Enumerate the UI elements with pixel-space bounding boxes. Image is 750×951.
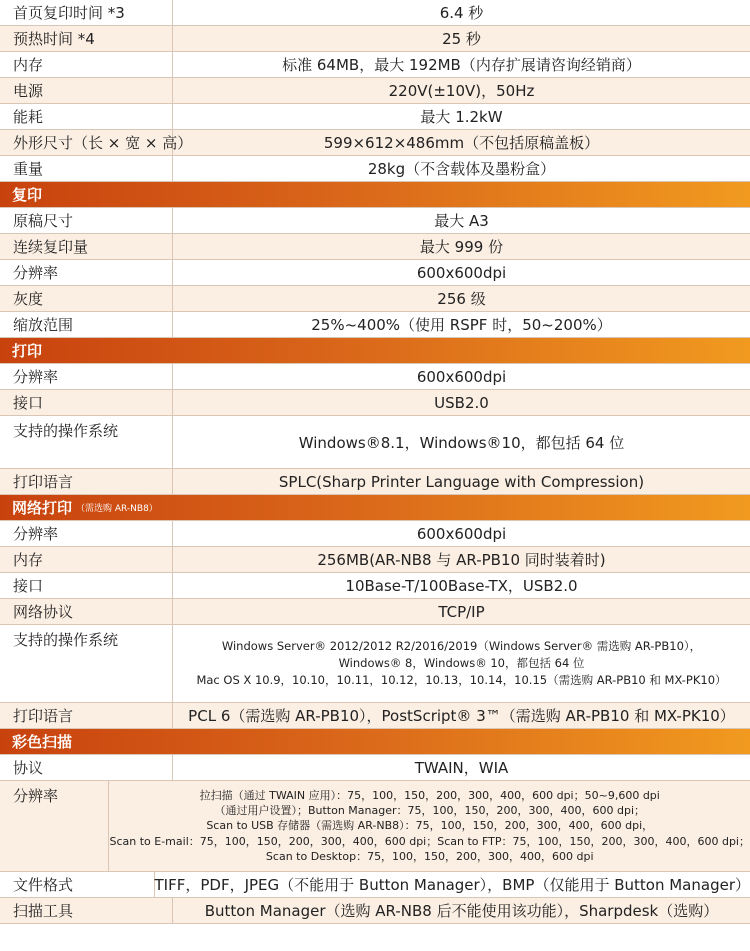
- spec-row: [0, 104, 750, 130]
- spec-row: [0, 703, 750, 729]
- spec-value-line: Button Manager（选购 AR-NB8 后不能使用该功能），Sharpdesk（选购）: [204, 902, 719, 920]
- spec-value-line: TIFF，PDF，JPEG（不能用于 Button Manager），BMP（仅能用于 Button Manager）: [154, 876, 750, 894]
- spec-value: [173, 469, 750, 494]
- spec-row: [0, 625, 750, 703]
- spec-row: [0, 755, 750, 781]
- spec-value: [173, 156, 750, 181]
- spec-label: 内存: [0, 52, 173, 77]
- spec-row: [0, 130, 750, 156]
- spec-value-line: （通过用户设置）；Button Manager：75，100，150，200，300，400，600 dpi；: [214, 804, 646, 818]
- spec-value: [109, 781, 750, 871]
- spec-label: 接口: [0, 390, 173, 415]
- spec-value-line: 600x600dpi: [416, 367, 507, 386]
- spec-row: [0, 872, 750, 898]
- section-note: （需选购 AR-NB8）: [76, 504, 158, 514]
- spec-label: 外形尺寸（长 × 宽 × 高）: [0, 130, 173, 155]
- spec-value-line: PCL 6（需选购 AR-PB10），PostScript® 3™（需选购 AR-PB10 和 MX-PK10）: [188, 707, 735, 725]
- spec-label: 协议: [0, 755, 173, 780]
- spec-label: 缩放范围: [0, 312, 173, 337]
- spec-label: 打印语言: [0, 469, 173, 494]
- spec-label: 能耗: [0, 104, 173, 129]
- spec-value-line: 拉扫描（通过 TWAIN 应用）：75，100，150，200，300，400，600 dpi；50~9,600 dpi: [199, 788, 660, 802]
- spec-row: [0, 78, 750, 104]
- spec-label: 连续复印量: [0, 234, 173, 259]
- spec-value-line: Mac OS X 10.9，10.10，10.11，10.12，10.13，10.14，10.15（需选购 AR-PB10 和 MX-PK10）: [196, 673, 727, 687]
- spec-value-line: 220V(±10V)，50Hz: [388, 82, 535, 100]
- spec-value-line: 256MB(AR-NB8 与 AR-PB10 同时装着时): [317, 551, 606, 569]
- spec-value-line: 600x600dpi: [416, 524, 507, 543]
- spec-row: [0, 599, 750, 625]
- spec-value: [173, 78, 750, 103]
- spec-value-line: USB2.0: [434, 393, 489, 412]
- spec-label: 内存: [0, 547, 173, 572]
- spec-value: [173, 755, 750, 780]
- spec-value-line: 600x600dpi: [416, 263, 507, 282]
- spec-value-line: 标准 64MB，最大 192MB（内存扩展请咨询经销商）: [282, 56, 641, 74]
- spec-value: [173, 312, 750, 337]
- spec-value: [173, 547, 750, 572]
- spec-label: 打印语言: [0, 703, 173, 728]
- spec-label: 预热时间 *4: [0, 26, 173, 51]
- spec-row: [0, 521, 750, 547]
- spec-value: [155, 872, 750, 897]
- spec-value: [173, 286, 750, 311]
- spec-value: [173, 364, 750, 389]
- section-header: [0, 495, 750, 521]
- spec-value-line: SPLC(Sharp Printer Language with Compression): [278, 472, 645, 491]
- spec-value-line: Windows®8.1，Windows®10，都包括 64 位: [298, 433, 625, 452]
- spec-value-line: 599×612×486mm（不包括原稿盖板）: [323, 134, 600, 152]
- spec-row: [0, 547, 750, 573]
- spec-label: 分辨率: [0, 781, 109, 871]
- spec-label: 分辨率: [0, 521, 173, 546]
- spec-value: [173, 390, 750, 415]
- spec-value-line: 最大 A3: [434, 212, 489, 230]
- spec-value-line: Scan to Desktop：75，100，150，200，300，400，600 dpi: [265, 849, 594, 863]
- section-header: [0, 182, 750, 208]
- spec-value: [173, 625, 750, 702]
- spec-row: [0, 52, 750, 78]
- spec-value: [173, 573, 750, 598]
- spec-row: [0, 156, 750, 182]
- spec-row: [0, 286, 750, 312]
- spec-row: [0, 312, 750, 338]
- spec-row: [0, 364, 750, 390]
- section-title: 打印: [12, 342, 43, 360]
- spec-value-line: 25%~400%（使用 RSPF 时，50~200%）: [311, 316, 612, 334]
- spec-value-line: TCP/IP: [438, 602, 485, 621]
- spec-value-line: 256 级: [437, 290, 486, 308]
- spec-label: 扫描工具: [0, 898, 173, 923]
- spec-row: [0, 390, 750, 416]
- spec-row: [0, 781, 750, 872]
- spec-value-line: 最大 1.2kW: [420, 108, 503, 126]
- spec-value-line: 6.4 秒: [439, 4, 484, 22]
- spec-value-line: Windows Server® 2012/2012 R2/2016/2019（Windows Server® 需选购 AR-PB10），: [221, 639, 702, 653]
- spec-value: [173, 0, 750, 25]
- spec-value-line: 最大 999 份: [419, 238, 504, 256]
- spec-value: [173, 416, 750, 468]
- section-header: [0, 338, 750, 364]
- section-header: [0, 729, 750, 755]
- spec-label: 分辨率: [0, 364, 173, 389]
- spec-label: 支持的操作系统: [0, 416, 173, 468]
- spec-row: [0, 898, 750, 924]
- spec-value: [173, 599, 750, 624]
- spec-label: 接口: [0, 573, 173, 598]
- spec-label: 支持的操作系统: [0, 625, 173, 702]
- spec-row: [0, 26, 750, 52]
- section-title: 复印: [12, 186, 43, 204]
- spec-label: 分辨率: [0, 260, 173, 285]
- spec-row: [0, 0, 750, 26]
- spec-label: 重量: [0, 156, 173, 181]
- spec-value: [173, 898, 750, 923]
- spec-row: [0, 469, 750, 495]
- spec-value-line: TWAIN，WIA: [414, 759, 509, 777]
- spec-row: [0, 573, 750, 599]
- spec-value-line: 25 秒: [442, 30, 481, 48]
- spec-value: [173, 703, 750, 728]
- section-title: 彩色扫描: [12, 733, 73, 751]
- spec-row: [0, 416, 750, 469]
- spec-label: 电源: [0, 78, 173, 103]
- spec-row: [0, 260, 750, 286]
- spec-label: 文件格式: [0, 872, 155, 897]
- spec-value-line: Scan to USB 存储器（需选购 AR-NB8）：75，100，150，200，300，400，600 dpi，: [206, 819, 654, 833]
- spec-label: 原稿尺寸: [0, 208, 173, 233]
- spec-value: [173, 130, 750, 155]
- spec-label: 首页复印时间 *3: [0, 0, 173, 25]
- spec-label: 灰度: [0, 286, 173, 311]
- spec-label: 网络协议: [0, 599, 173, 624]
- spec-value: [173, 104, 750, 129]
- spec-value-line: Windows® 8，Windows® 10，都包括 64 位: [338, 656, 585, 670]
- spec-value-line: 28kg（不含载体及墨粉盒）: [367, 160, 556, 178]
- spec-value: [173, 26, 750, 51]
- spec-value: [173, 52, 750, 77]
- section-title: 网络打印: [12, 499, 73, 517]
- spec-value: [173, 260, 750, 285]
- spec-value: [173, 208, 750, 233]
- spec-row: [0, 208, 750, 234]
- spec-value-line: Scan to E-mail：75，100，150，200，300，400，600 dpi；Scan to FTP：75，100，150，200，300，400，600 dpi；: [109, 834, 750, 848]
- spec-value: [173, 234, 750, 259]
- spec-value-line: 10Base-T/100Base-TX，USB2.0: [345, 577, 578, 595]
- spec-row: [0, 234, 750, 260]
- spec-value: [173, 521, 750, 546]
